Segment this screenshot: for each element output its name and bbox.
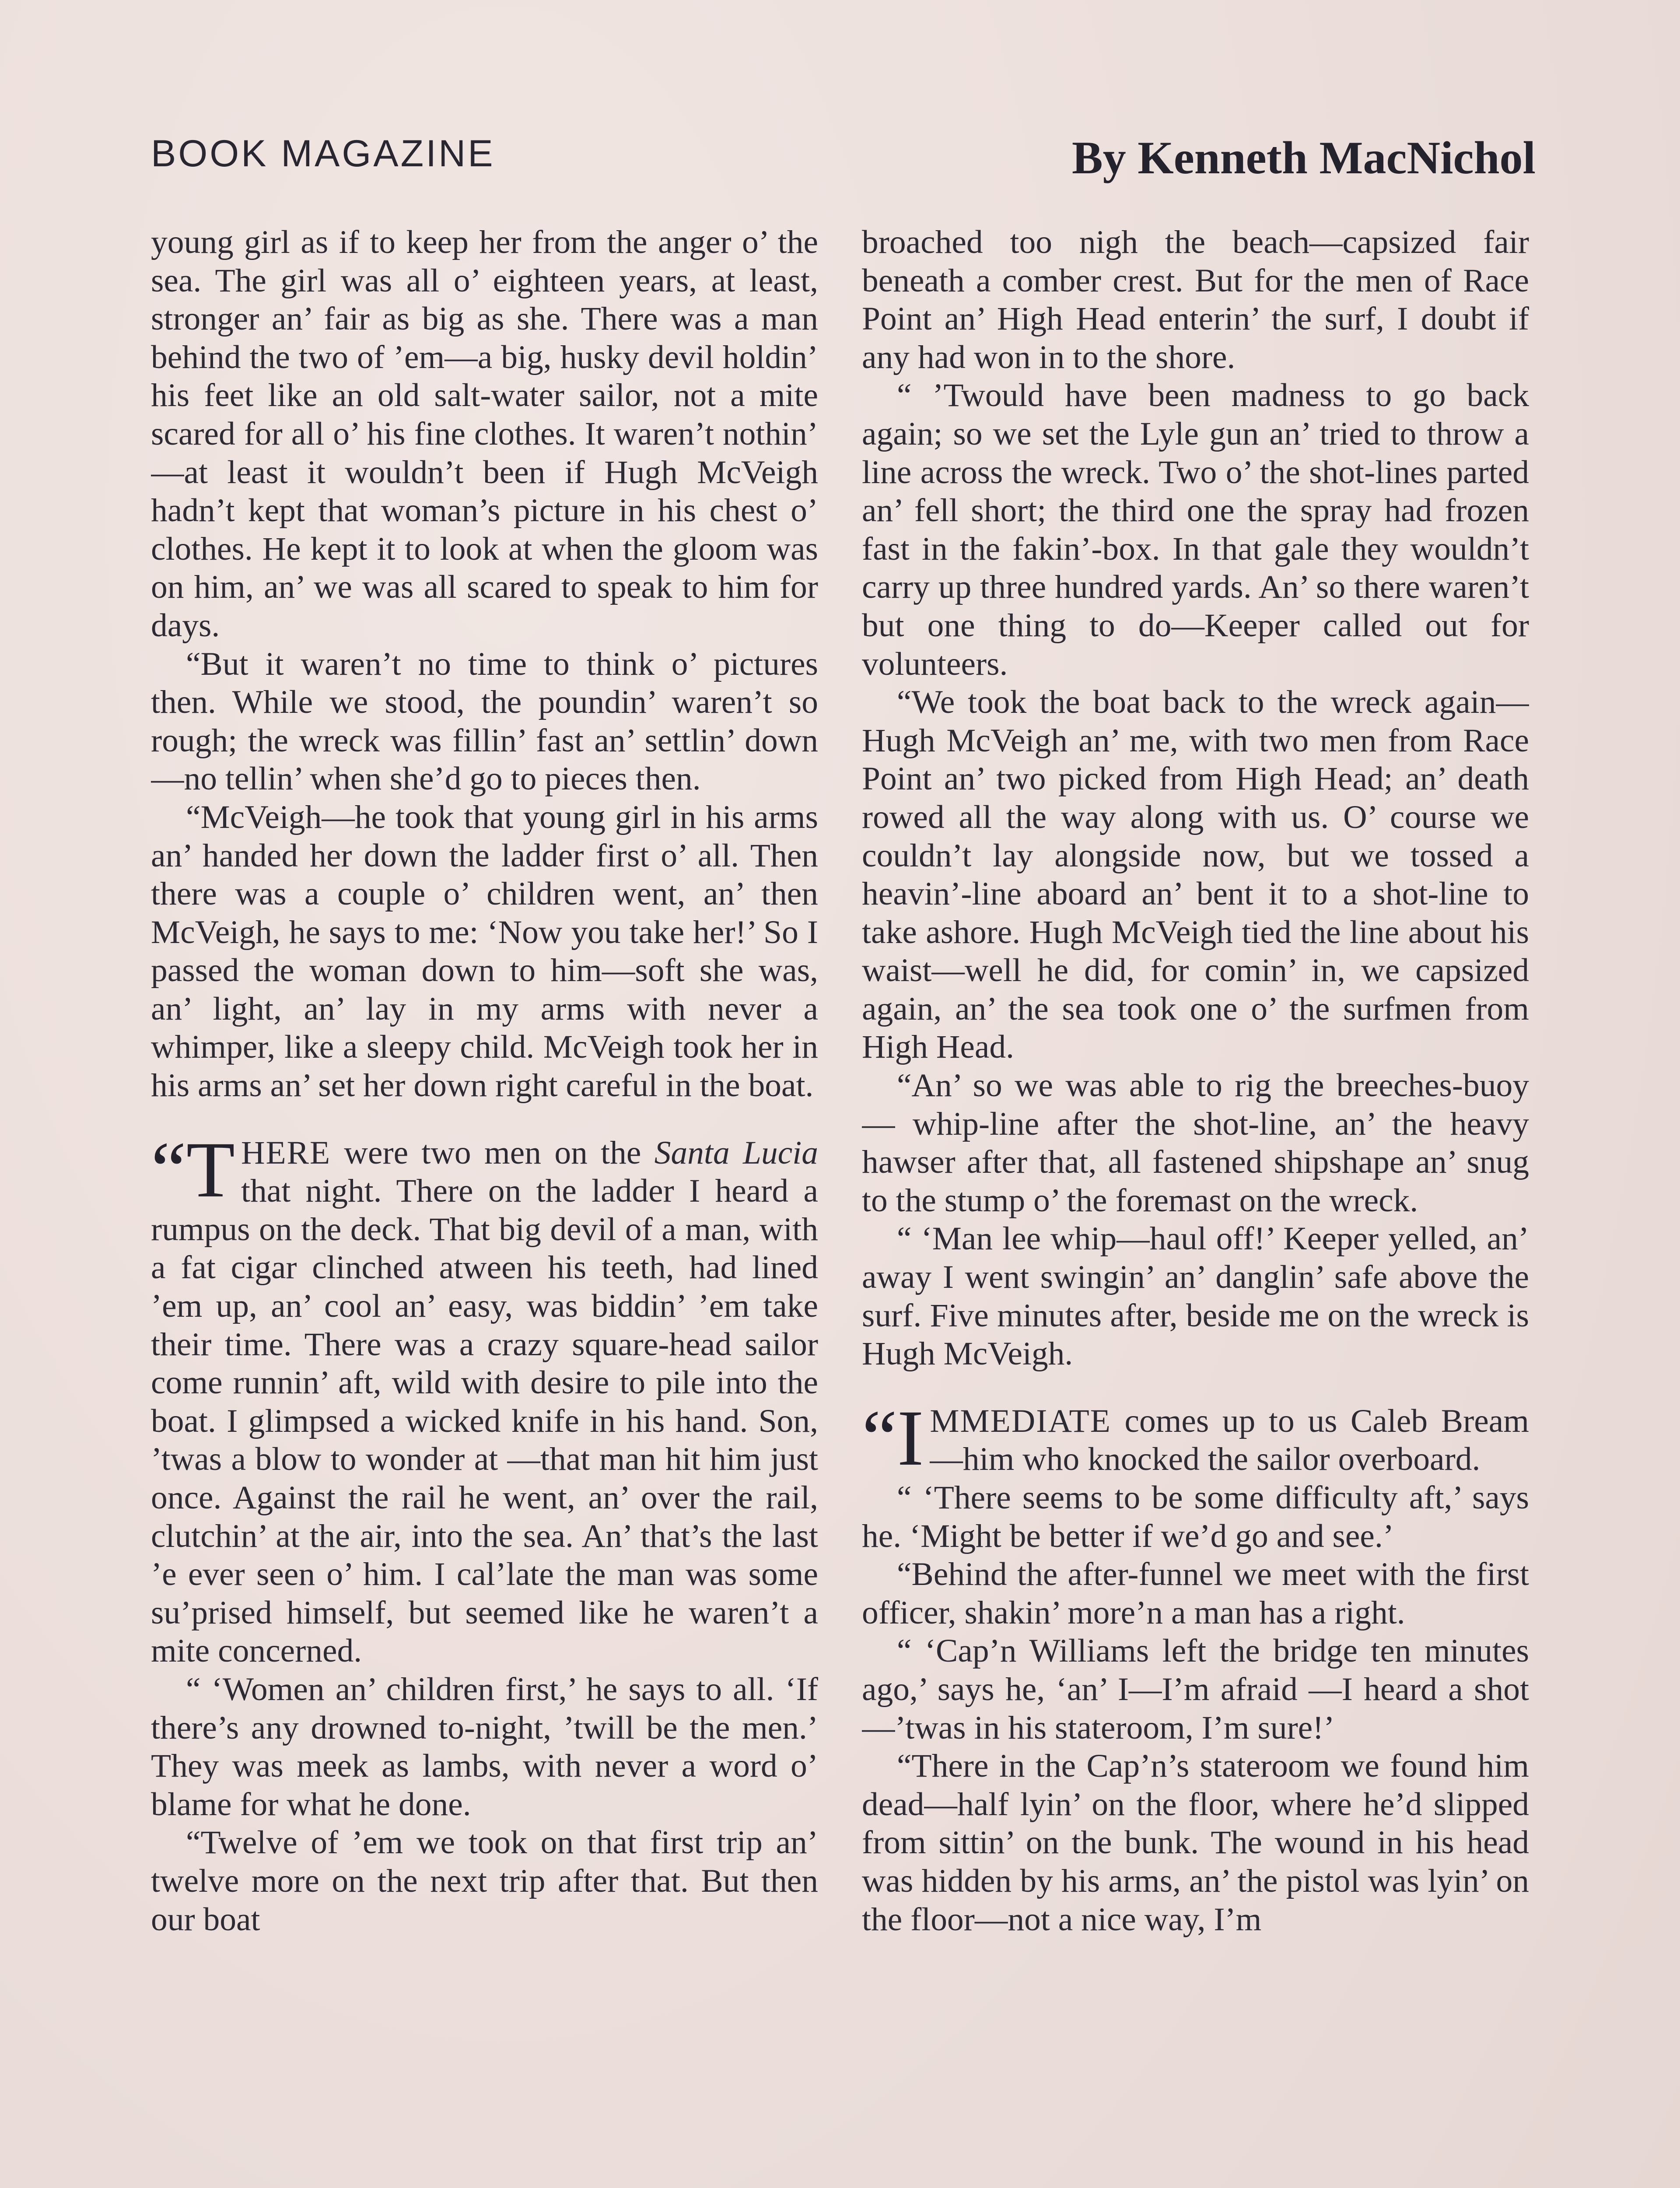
section-paragraph (151, 1126, 818, 1670)
paragraph: “Twelve of ’em we took on that first trip an’ twelve more on the next trip after that. But then our boat (151, 1824, 818, 1938)
paragraph: “ ‘Cap’n Williams left the bridge ten minutes ago,’ says he, ‘an’ I—I’m afraid —I heard a shot—’twas in his stateroom, I’m sure!’ (862, 1633, 1529, 1746)
running-header (151, 127, 1536, 193)
paragraph: broached too nigh the beach—capsized fair beneath a comber crest. But for the men of Race Point an’ High Head enterin’ the surf, I doubt if any had won in to the shore. (862, 224, 1529, 375)
paragraph-text: were two men on the (331, 1134, 654, 1171)
paragraph: “But it waren’t no time to think o’ pictures then. While we stood, the poundin’ waren’t so rough; the wreck was fillin’ fast an’ settlin’ down—no tellin’ when she’d go to pieces then. (151, 645, 818, 797)
section-paragraph (862, 1394, 1529, 1482)
right-column (862, 223, 1529, 2188)
publication-title: BOOK MAGAZINE (151, 133, 495, 175)
paragraph: “We took the boat back to the wreck again—Hugh McVeigh an’ me, with two men from Race Point an’ two picked from High Head; an’ death rowed all the way along with us. O’ course we couldn’t lay alongside now, but we tossed a heavin’-line aboard an’ bent it to a shot-line to take ashore. Hugh McVeigh tied the line about his waist—well he did, for comin’ in, we capsized again, an’ the sea took one o’ the surfmen from High Head. (862, 684, 1529, 1066)
lead-in-caps: MMEDIATE (930, 1403, 1111, 1439)
author-byline: By Kenneth MacNichol (1072, 132, 1536, 183)
paragraph: “ ‘Man lee whip—haul off!’ Keeper yelled, an’ away I went swingin’ an’ danglin’ safe above the surf. Five minutes after, beside me on the wreck is Hugh McVeigh. (862, 1220, 1529, 1372)
ship-name: Santa Lucia (654, 1134, 818, 1171)
left-column (151, 223, 818, 2188)
lead-in-caps: HERE (241, 1134, 331, 1171)
paragraph: “There in the Cap’n’s stateroom we found him dead—half lyin’ on the floor, where he’d slipped from sittin’ on the bunk. The wound in his head was hidden by his arms, an’ the pistol was lyin’ on the floor—not a nice way, I’m (862, 1748, 1529, 1938)
paragraph: “ ’Twould have been madness to go back again; so we set the Lyle gun an’ tried to throw a line across the wreck. Two o’ the shot-lines parted an’ fell short; the third one the spray had frozen fast in the fakin’-box. In that gale they wouldn’t carry up three hundred yards. An’ so there waren’t but one thing to do—Keeper called out for volunteers. (862, 377, 1529, 682)
paragraph-text: comes up to us Caleb Bream—him who knocked the sailor overboard. (930, 1403, 1529, 1478)
paragraph: young girl as if to keep her from the anger o’ the sea. The girl was all o’ eighteen years, at least, stronger an’ fair as big as she. There was a man behind the two of ’em—a big, husky devil holdin’ his feet like an old salt-water sailor, not a mite scared for all o’ his fine clothes. It waren’t nothin’ —at least it wouldn’t been if Hugh McVeigh hadn’t kept that woman’s picture in his chest o’ clothes. He kept it to look at when the gloom was on him, an’ we was all scared to speak to him for days. (151, 224, 818, 644)
paragraph: “McVeigh—he took that young girl in his arms an’ handed her down the ladder first o’ all. Then there was a couple o’ children went, an’ then McVeigh, he says to me: ‘Now you take her!’ So I passed the woman down to him—soft she was, an’ light, an’ lay in my arms with never a whimper, like a sleepy child. McVeigh took her in his arms an’ set her down right careful in the boat. (151, 799, 818, 1104)
paragraph: “Behind the after-funnel we meet with the first officer, shakin’ more’n a man has a right. (862, 1556, 1529, 1631)
paragraph: “An’ so we was able to rig the breeches-buoy — whip-line after the shot-line, an’ the heavy hawser after that, all fastened shipshape an’ snug to the stump o’ the foremast on the wreck. (862, 1067, 1529, 1219)
paragraph: “ ‘There seems to be some difficulty aft,’ says he. ‘Might be better if we’d go and see.’ (862, 1480, 1529, 1554)
paragraph: “ ‘Women an’ children first,’ he says to all. ‘If there’s any drowned to-night, ’twill be the men.’ They was meek as lambs, with never a word o’ blame for what he done. (151, 1671, 818, 1823)
drop-cap: “I (862, 1394, 924, 1482)
drop-cap: “T (151, 1126, 235, 1214)
paragraph-text: that night. There on the ladder I heard a rumpus on the deck. That big devil of a man, with a fat cigar clinched atween his teeth, had lined ’em up, an’ cool an’ easy, was biddin’ ’em take their time. There was a crazy square-head sailor come runnin’ aft, wild with desire to pile into the boat. I glimpsed a wicked knife in his hand. Son, ’twas a blow to wonder at —that man hit him just once. Against the rail he went, an’ over the rail, clutchin’ at the air, into the sea. An’ that’s the last ’e ever seen o’ him. I cal’late the man was some su’prised himself, but seemed like he waren’t a mite concerned. (151, 1173, 818, 1669)
